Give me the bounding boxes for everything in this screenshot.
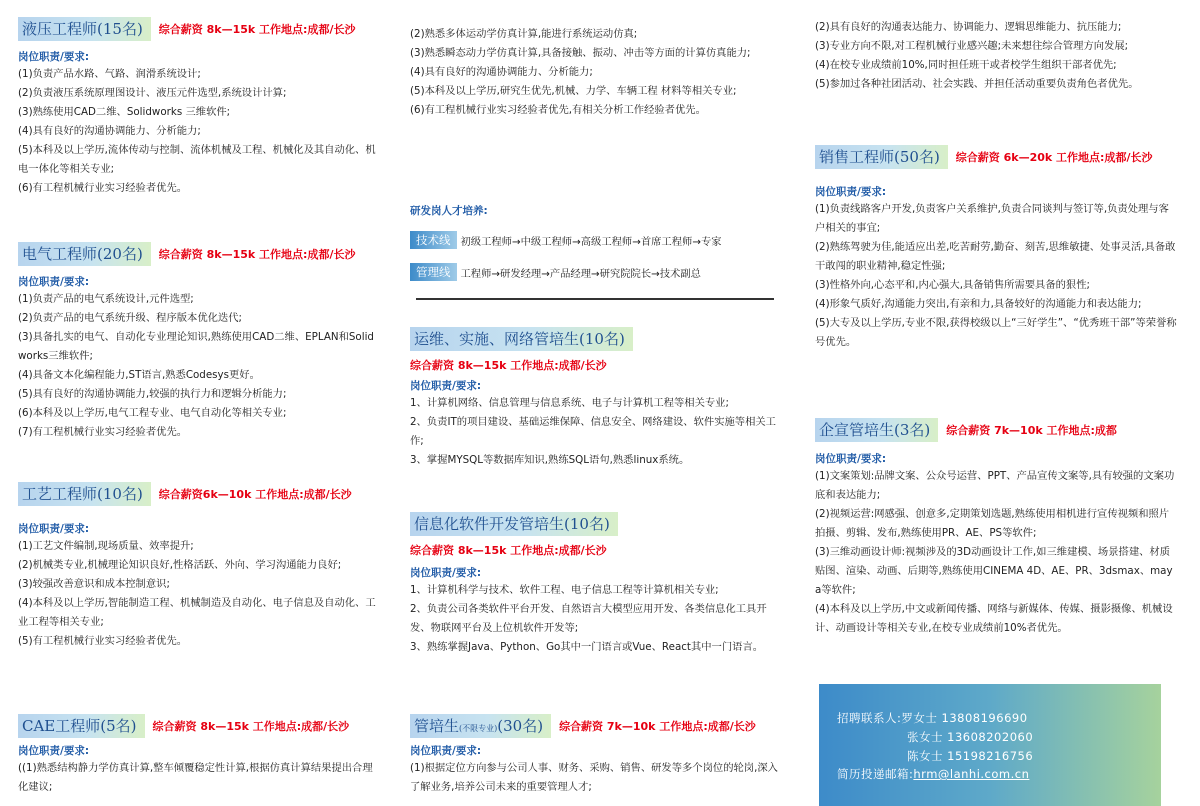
- duty-item: 2、负责IT的项目建设、基础运维保障、信息安全、网络建设、软件实施等相关工作;: [410, 416, 776, 447]
- trainee-duties-continued: [815, 18, 1177, 94]
- job-ops-trainee: [410, 327, 780, 470]
- job-title: 运维、实施、网络管培生(10名): [410, 327, 633, 351]
- duty-item: ((1)熟悉结构静力学仿真计算,整车倾覆稳定性计算,根据仿真计算结果提出合理化建议;: [18, 762, 373, 793]
- duty-item: (3)专业方向不限,对工程机械行业感兴趣;未来想往综合管理方向发展;: [815, 40, 1129, 52]
- duty-item: (4)具有良好的沟通协调能力、分析能力;: [18, 125, 201, 137]
- job-process-engineer: [18, 482, 378, 651]
- duty-list: [410, 25, 780, 120]
- job-title: 企宣管培生(3名): [815, 418, 938, 442]
- tech-track-tag: 技术线: [410, 231, 457, 249]
- duty-list: [18, 537, 378, 651]
- rd-talent-development: [410, 196, 780, 281]
- job-header: [18, 242, 378, 266]
- duty-item: (5)本科及以上学历,研究生优先,机械、力学、车辆工程 材料等相关专业;: [410, 85, 737, 97]
- duty-item: (2)负责产品的电气系统升级、程序版本优化迭代;: [18, 312, 242, 324]
- duty-item: (5)大专及以上学历,专业不限,获得校级以上“三好学生”、“优秀班干部”等荣誉称号优先。: [815, 317, 1177, 348]
- duty-item: (4)具有良好的沟通协调能力、分析能力;: [410, 66, 593, 78]
- duty-item: (3)具备扎实的电气、自动化专业理论知识,熟练使用CAD二维、EPLAN和Solidworks三维软件;: [18, 331, 374, 362]
- duty-label: 岗位职责/要求:: [815, 186, 887, 198]
- duty-item: (1)工艺文件编制,现场质量、效率提升;: [18, 540, 194, 552]
- duty-label: 岗位职责/要求:: [410, 567, 482, 579]
- salary-location: 综合薪资 7k—10k 工作地点:成都/长沙: [559, 720, 756, 733]
- job-title: 电气工程师(20名): [18, 242, 151, 266]
- duty-item: (3)性格外向,心态平和,内心强大,具备销售所需要具备的狠性;: [815, 279, 1090, 291]
- duty-item: (5)参加过各种社团活动、社会实践、并担任活动重要负责角色者优先。: [815, 78, 1139, 90]
- cae-duties-continued: [410, 25, 780, 120]
- duty-list: [18, 759, 378, 797]
- duty-list: [18, 290, 378, 442]
- duty-item: (2)视频运营:网感强、创意多,定期策划选题,熟练使用相机进行宣传视频和照片拍摄、剪辑、发布,熟练使用PR、AE、PS等软件;: [815, 508, 1170, 539]
- duty-item: (4)在校专业成绩前10%,同时担任班干或者校学生组织干部者优先;: [815, 59, 1117, 71]
- duty-label: 岗位职责/要求:: [18, 745, 90, 757]
- duty-item: (1)负责产品水路、气路、润滑系统设计;: [18, 68, 201, 80]
- tech-track-path: 初级工程师→中级工程师→高级工程师→首席工程师→专家: [460, 235, 722, 248]
- duty-item: (6)有工程机械行业实习经验者优先。: [18, 182, 188, 194]
- duty-item: (5)本科及以上学历,流体传动与控制、流体机械及工程、机械化及其自动化、机电一体化等相关专业;: [18, 144, 376, 175]
- duty-item: 3、熟练掌握Java、Python、Go其中一门语言或Vue、React其中一门语言。: [410, 641, 764, 653]
- job-header: [18, 482, 378, 506]
- salary-location: 综合薪资 8k—15k 工作地点:成都/长沙: [158, 248, 356, 261]
- duty-item: (1)文案策划:品牌文案、公众号运营、PPT、产品宣传文案等,具有较强的文案功底和表达能力;: [815, 470, 1175, 501]
- salary-location: 综合薪资 6k—20k 工作地点:成都/长沙: [955, 151, 1153, 164]
- duty-item: (1)负责线路客户开发,负责客户关系维护,负责合同谈判与签订等,负责处理与客户相关的事宜;: [815, 203, 1169, 234]
- duty-item: (1)根据定位方向参与公司人事、财务、采购、销售、研发等多个岗位的轮岗,深入了解业务,培养公司未来的重要管理人才;: [410, 762, 778, 793]
- salary-location: 综合薪资 8k—15k 工作地点:成都/长沙: [158, 23, 356, 36]
- salary-location: 综合薪资 7k—10k 工作地点:成都: [946, 424, 1117, 437]
- job-header: [410, 714, 780, 738]
- duty-label: 岗位职责/要求:: [410, 380, 482, 392]
- duty-label: 岗位职责/要求:: [18, 523, 90, 535]
- duty-item: (4)本科及以上学历,智能制造工程、机械制造及自动化、电子信息及自动化、工业工程等相关专业;: [18, 597, 376, 628]
- job-title-note: (不限专业): [459, 724, 498, 733]
- job-management-trainee: [410, 714, 780, 797]
- contact-row-3: [907, 748, 1033, 764]
- job-header: [18, 714, 378, 738]
- duty-item: (5)具有良好的沟通协调能力,较强的执行力和逻辑分析能力;: [18, 388, 287, 400]
- email-link[interactable]: hrm@lanhi.com.cn: [913, 767, 1030, 781]
- duty-label: 岗位职责/要求:: [18, 276, 90, 288]
- duty-item: (4)具备文本化编程能力,ST语言,熟悉Codesys更好。: [18, 369, 260, 381]
- job-header: [815, 145, 1177, 169]
- duty-item: 2、负责公司各类软件平台开发、自然语言大模型应用开发、各类信息化工具开发、物联网平台及上位机软件开发等;: [410, 603, 767, 634]
- job-header: [410, 327, 780, 351]
- contact-row-2: [907, 729, 1033, 745]
- duty-item: (3)熟悉瞬态动力学仿真计算,具备接触、振动、冲击等方面的计算仿真能力;: [410, 47, 751, 59]
- contact-person: 陈女士 15198216756: [907, 749, 1034, 763]
- management-track-tag: 管理线: [410, 263, 457, 281]
- duty-label: 岗位职责/要求:: [815, 453, 887, 465]
- duty-item: (3)较强改善意识和成本控制意识;: [18, 578, 170, 590]
- duty-list: [815, 467, 1177, 638]
- duty-item: (6)本科及以上学历,电气工程专业、电气自动化等相关专业;: [18, 407, 287, 419]
- duty-item: (2)熟悉多体运动学仿真计算,能进行系统运动仿真;: [410, 28, 638, 40]
- section-divider: [416, 298, 774, 300]
- duty-item: (5)有工程机械行业实习经验者优先。: [18, 635, 188, 647]
- salary-location: 综合薪资 8k—15k 工作地点:成都/长沙: [410, 544, 607, 557]
- job-hydraulic-engineer: [18, 17, 378, 198]
- job-electrical-engineer: [18, 242, 378, 442]
- recruitment-contact-panel: [819, 684, 1161, 806]
- duty-list: [18, 65, 378, 198]
- job-sales-engineer: [815, 145, 1177, 352]
- duty-label: 岗位职责/要求:: [18, 51, 90, 63]
- job-header: [410, 512, 780, 536]
- job-title: 工艺工程师(10名): [18, 482, 151, 506]
- salary-location: 综合薪资6k—10k 工作地点:成都/长沙: [158, 488, 352, 501]
- job-title: 销售工程师(50名): [815, 145, 948, 169]
- duty-item: 1、计算机科学与技术、软件工程、电子信息工程等计算机相关专业;: [410, 584, 719, 596]
- contact-label: 招聘联系人:: [837, 711, 902, 725]
- job-cae-engineer: [18, 714, 378, 797]
- duty-item: (4)本科及以上学历,中文或新闻传播、网络与新媒体、传媒、摄影摄像、机械设计、动画设计等相关专业,在校专业成绩前10%者优先。: [815, 603, 1173, 634]
- job-title: 信息化软件开发管培生(10名): [410, 512, 618, 536]
- duty-item: (1)负责产品的电气系统设计,元件选型;: [18, 293, 194, 305]
- job-software-trainee: [410, 512, 780, 657]
- duty-item: 1、计算机网络、信息管理与信息系统、电子与计算机工程等相关专业;: [410, 397, 729, 409]
- job-header: [18, 17, 378, 41]
- job-media-trainee: [815, 418, 1177, 638]
- duty-item: (2)熟练驾驶为佳,能适应出差,吃苦耐劳,勤奋、刻苦,思维敏捷、处事灵活,具备敢干敢闯的职业精神,稳定性强;: [815, 241, 1176, 272]
- salary-location: 综合薪资 8k—15k 工作地点:成都/长沙: [410, 359, 607, 372]
- duty-list: [410, 581, 780, 657]
- duty-list: [815, 18, 1177, 94]
- duty-item: (3)三维动画设计师:视频涉及的3D动画设计工作,如三维建模、场景搭建、材质贴图、渲染、动画、后期等,熟练使用CINEMA 4D、AE、PR、3dsmax、maya等软件;: [815, 546, 1173, 596]
- duty-list: [815, 200, 1177, 352]
- management-track-path: 工程师→研发经理→产品经理→研究院院长→技术副总: [460, 267, 701, 280]
- contact-person: 张女士 13608202060: [907, 730, 1034, 744]
- duty-item: (6)有工程机械行业实习经验者优先,有相关分析工作经验者优先。: [410, 104, 706, 116]
- duty-item: (2)机械类专业,机械理论知识良好,性格活跃、外向、学习沟通能力良好;: [18, 559, 342, 571]
- duty-item: (2)负责液压系统原理图设计、液压元件选型,系统设计计算;: [18, 87, 287, 99]
- duty-item: (2)具有良好的沟通表达能力、协调能力、逻辑思维能力、抗压能力;: [815, 21, 1122, 33]
- duty-list: [410, 759, 780, 797]
- job-header: [815, 418, 1177, 442]
- contact-person: 罗女士 13808196690: [901, 711, 1028, 725]
- salary-location: 综合薪资 8k—15k 工作地点:成都/长沙: [152, 720, 350, 733]
- tech-track: [410, 231, 780, 249]
- job-title-main: 管培生: [414, 717, 460, 735]
- job-title: 液压工程师(15名): [18, 17, 151, 41]
- duty-item: (4)形象气质好,沟通能力突出,有亲和力,具备较好的沟通能力和表达能力;: [815, 298, 1142, 310]
- duty-item: (3)熟练使用CAD二维、Solidworks 三维软件;: [18, 106, 231, 118]
- contact-row-1: [837, 710, 1028, 726]
- duty-list: [410, 394, 780, 470]
- training-label: 研发岗人才培养:: [410, 205, 488, 217]
- email-label: 简历投递邮箱:: [837, 767, 914, 781]
- duty-item: (7)有工程机械行业实习经验者优先。: [18, 426, 188, 438]
- duty-label: 岗位职责/要求:: [410, 745, 482, 757]
- job-title-count: (30名): [497, 717, 544, 735]
- email-row: [837, 766, 1029, 782]
- duty-item: 3、掌握MYSQL等数据库知识,熟练SQL语句,熟悉linux系统。: [410, 454, 690, 466]
- job-title: [410, 714, 551, 738]
- management-track: [410, 263, 780, 281]
- job-title: CAE工程师(5名): [18, 714, 145, 738]
